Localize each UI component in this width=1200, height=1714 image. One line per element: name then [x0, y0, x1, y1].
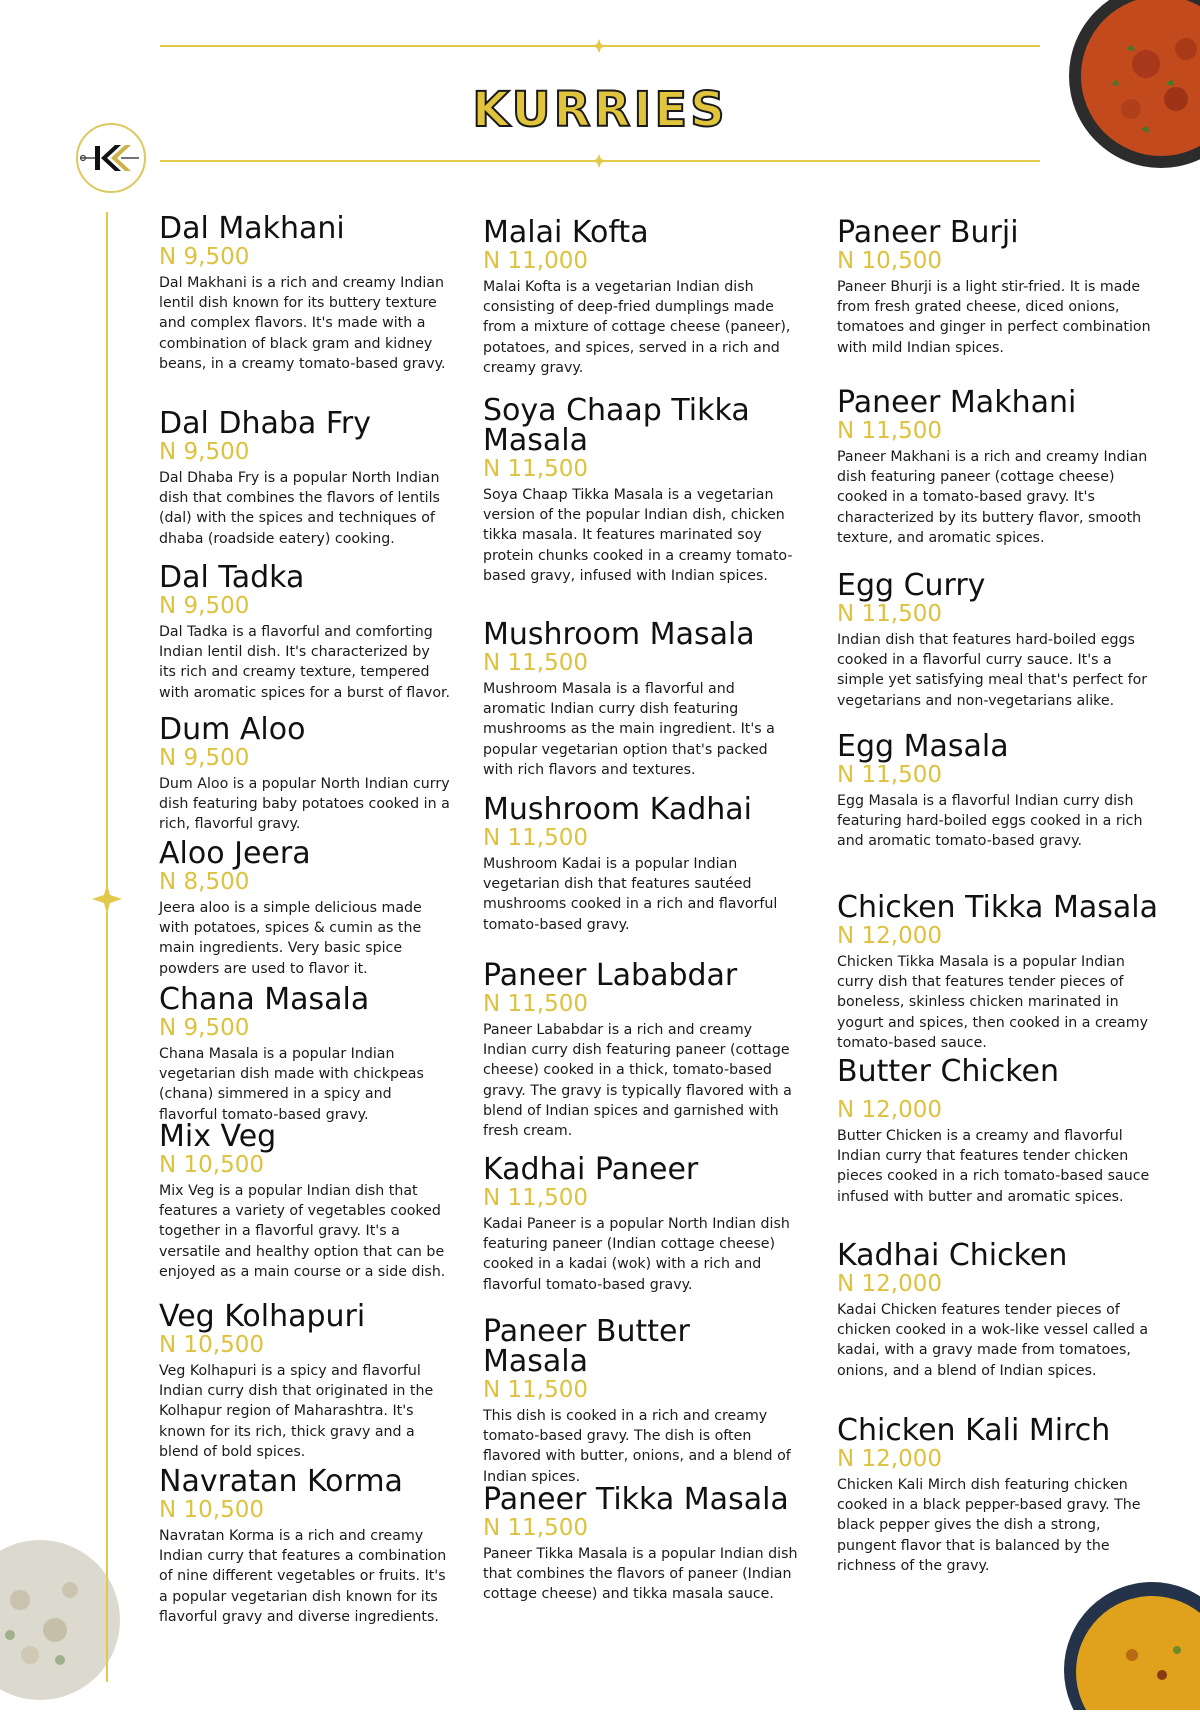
menu-item	[837, 729, 1162, 852]
dish-name: Paneer Makhani	[837, 385, 1077, 420]
dish-name: Navratan Korma	[159, 1464, 403, 1499]
dish-description: Mushroom Kadai is a popular Indian vegetarian dish that features sautéed mushrooms cooked in a rich and flavorful tomato-based gravy.	[483, 856, 778, 933]
dish-name: Paneer Lababdar	[483, 958, 738, 993]
menu-item	[837, 1054, 1162, 1207]
dish-description: This dish is cooked in a rich and creamy tomato-based gravy. The dish is often flavored with butter, onions, and a blend of Indian spices.	[483, 1408, 791, 1485]
menu-item	[837, 385, 1162, 548]
dish-name: Kadhai Chicken	[837, 1238, 1068, 1273]
dish-description: Chicken Kali Mirch dish featuring chicken cooked in a black pepper-based gravy. The black pepper gives the dish a strong, pungent flavor that is balanced by the richness of the gravy.	[837, 1477, 1141, 1574]
menu-item	[483, 215, 798, 378]
dish-description: Dal Tadka is a flavorful and comforting Indian lentil dish. It's characterized by its rich and creamy texture, tempered with aromatic spices for a burst of flavor.	[159, 624, 451, 701]
dish-name: Mushroom Kadhai	[483, 792, 752, 827]
ornament-bottom-icon	[592, 154, 606, 168]
dish-description: Navratan Korma is a rich and creamy Indian curry that features a combination of nine different vegetables or fruits. It's a popular vegetarian dish known for its flavorful gravy and diverse ingredients.	[159, 1528, 447, 1625]
dish-price: N 11,500	[483, 825, 588, 851]
dish-name: Kadhai Paneer	[483, 1152, 699, 1187]
dish-name: Malai Kofta	[483, 215, 649, 250]
dish-price: N 11,500	[483, 991, 588, 1017]
menu-item	[483, 958, 798, 1141]
dish-price: N 9,500	[159, 244, 250, 270]
dish-description: Veg Kolhapuri is a spicy and flavorful Indian curry dish that originated in the Kolhapur region of Maharashtra. It's known for its rich, thick gravy and a blend of bold spices.	[159, 1363, 434, 1460]
dish-price: N 9,500	[159, 593, 250, 619]
dish-description: Dum Aloo is a popular North Indian curry dish featuring baby potatoes cooked in a rich, flavorful gravy.	[159, 776, 450, 833]
dish-price: N 10,500	[159, 1152, 264, 1178]
dish-description: Butter Chicken is a creamy and flavorful Indian curry that features tender chicken pieces cooked in a rich tomato-based sauce infused with butter and aromatic spices.	[837, 1128, 1150, 1205]
dish-price: N 11,500	[483, 456, 588, 482]
dish-description: Jeera aloo is a simple delicious made with potatoes, spices & cumin as the main ingredients. Very basic spice powders are used to flavor it.	[159, 900, 422, 977]
dish-price: N 11,000	[483, 248, 588, 274]
restaurant-logo-icon	[75, 122, 147, 194]
dish-price: N 11,500	[837, 418, 942, 444]
bread-plate-image	[0, 1510, 120, 1700]
dish-name: Chicken Kali Mirch	[837, 1413, 1111, 1448]
side-divider	[106, 212, 108, 1682]
dish-description: Chicken Tikka Masala is a popular Indian curry dish that features tender pieces of boneless, skinless chicken marinated in yogurt and spices, then cooked in a creamy tomato-based sauce.	[837, 954, 1148, 1051]
menu-item	[483, 617, 798, 780]
ornament-top-icon	[592, 39, 606, 53]
dish-price: N 11,500	[483, 650, 588, 676]
menu-item	[159, 712, 451, 835]
dish-description: Indian dish that features hard-boiled eggs cooked in a flavorful curry sauce. It's a simple yet satisfying meal that's perfect for vegetarians and non-vegetarians alike.	[837, 632, 1148, 709]
dish-price: N 11,500	[483, 1515, 588, 1541]
menu-item	[159, 982, 451, 1125]
dish-description: Soya Chaap Tikka Masala is a vegetarian version of the popular Indian dish, chicken tikka masala. It features marinated soy protein chunks cooked in a creamy tomato-based gravy, infused with Indian spices.	[483, 487, 793, 584]
menu-item	[483, 792, 798, 935]
dish-price: N 12,000	[837, 923, 942, 949]
dish-description: Egg Masala is a flavorful Indian curry dish featuring hard-boiled eggs cooked in a rich and aromatic tomato-based gravy.	[837, 793, 1143, 850]
menu-item	[159, 560, 451, 703]
dish-price: N 11,500	[483, 1185, 588, 1211]
dish-price: N 8,500	[159, 869, 250, 895]
dish-name: Soya Chaap Tikka Masala	[483, 393, 750, 458]
menu-item	[483, 1482, 798, 1605]
dish-description: Mix Veg is a popular Indian dish that features a variety of vegetables cooked together in a flavorful gravy. It's a versatile and healthy option that can be enjoyed as a main course or a side dish.	[159, 1183, 446, 1280]
dish-description: Paneer Bhurji is a light stir-fried. It is made from fresh grated cheese, diced onions, tomatoes and ginger in perfect combination with mild Indian spices.	[837, 279, 1151, 356]
dish-price: N 10,500	[159, 1332, 264, 1358]
dish-name: Dum Aloo	[159, 712, 306, 747]
dish-name: Paneer Burji	[837, 215, 1019, 250]
dish-price: N 11,500	[837, 762, 942, 788]
menu-item	[159, 1299, 451, 1462]
dish-price: N 9,500	[159, 439, 250, 465]
dish-price: N 10,500	[159, 1497, 264, 1523]
dish-description: Malai Kofta is a vegetarian Indian dish consisting of deep-fried dumplings made from a mixture of cottage cheese (paneer), potatoes, and spices, served in a rich and creamy gravy.	[483, 279, 791, 376]
dish-description: Dal Makhani is a rich and creamy Indian lentil dish known for its buttery texture and complex flavors. It's made with a combination of black gram and kidney beans, in a creamy tomato-based gravy.	[159, 275, 446, 372]
dal-bowl-image	[1062, 1580, 1200, 1710]
dish-description: Paneer Tikka Masala is a popular Indian dish that combines the flavors of paneer (Indian cottage cheese) and tikka masala sauce.	[483, 1546, 798, 1603]
dish-description: Mushroom Masala is a flavorful and aromatic Indian curry dish featuring mushrooms as the main ingredient. It's a popular vegetarian option that's packed with rich flavors and textures.	[483, 681, 775, 778]
dish-price: N 12,000	[837, 1271, 942, 1297]
dish-name: Egg Masala	[837, 729, 1009, 764]
dish-description: Paneer Makhani is a rich and creamy Indian dish featuring paneer (cottage cheese) cooked in a tomato-based gravy. It's characterized by its buttery flavor, smooth texture, and aromatic spices.	[837, 449, 1148, 546]
dish-name: Paneer Tikka Masala	[483, 1482, 789, 1517]
dish-name: Dal Makhani	[159, 211, 345, 246]
dish-name: Dal Dhaba Fry	[159, 406, 371, 441]
page-title: KURRIES	[472, 82, 728, 138]
menu-item	[159, 1464, 451, 1627]
dish-price: N 11,500	[837, 601, 942, 627]
menu-item	[159, 1119, 451, 1282]
dish-name: Mushroom Masala	[483, 617, 755, 652]
menu-item	[837, 215, 1162, 358]
menu-item	[837, 1413, 1162, 1576]
menu-item	[837, 568, 1162, 711]
dish-price: N 12,000	[837, 1097, 942, 1123]
curry-bowl-image	[1066, 0, 1200, 194]
dish-name: Veg Kolhapuri	[159, 1299, 366, 1334]
dish-name: Chana Masala	[159, 982, 370, 1017]
menu-item	[837, 1238, 1162, 1381]
menu-item	[483, 1314, 798, 1487]
menu-item	[159, 211, 451, 374]
dish-name: Chicken Tikka Masala	[837, 890, 1158, 925]
dish-name: Aloo Jeera	[159, 836, 311, 871]
menu-item	[837, 890, 1162, 1053]
dish-price: N 9,500	[159, 745, 250, 771]
menu-item	[483, 1152, 798, 1295]
dish-description: Kadai Paneer is a popular North Indian dish featuring paneer (Indian cottage cheese) cooked in a kadai (wok) with a rich and flavorful tomato-based gravy.	[483, 1216, 790, 1293]
menu-item	[159, 406, 451, 549]
menu-item	[159, 836, 451, 979]
dish-description: Dal Dhaba Fry is a popular North Indian dish that combines the flavors of lentils (dal) with the spices and techniques of dhaba (roadside eatery) cooking.	[159, 470, 440, 547]
dish-price: N 9,500	[159, 1015, 250, 1041]
dish-name: Dal Tadka	[159, 560, 305, 595]
dish-price: N 10,500	[837, 248, 942, 274]
side-ornament-icon	[92, 884, 122, 914]
dish-description: Chana Masala is a popular Indian vegetarian dish made with chickpeas (chana) simmered in a spicy and flavorful tomato-based gravy.	[159, 1046, 424, 1123]
menu-item	[483, 393, 798, 586]
dish-price: N 12,000	[837, 1446, 942, 1472]
dish-description: Paneer Lababdar is a rich and creamy Indian curry dish featuring paneer (cottage cheese) cooked in a thick, tomato-based gravy. The gravy is typically flavored with a blend of Indian spices and garnished with fresh cream.	[483, 1022, 792, 1140]
dish-name: Egg Curry	[837, 568, 986, 603]
dish-description: Kadai Chicken features tender pieces of chicken cooked in a wok-like vessel called a kadai, with a gravy made from tomatoes, onions, and a blend of Indian spices.	[837, 1302, 1149, 1379]
dish-name: Paneer Butter Masala	[483, 1314, 690, 1379]
dish-name: Butter Chicken	[837, 1054, 1060, 1089]
dish-price: N 11,500	[483, 1377, 588, 1403]
dish-name: Mix Veg	[159, 1119, 277, 1154]
